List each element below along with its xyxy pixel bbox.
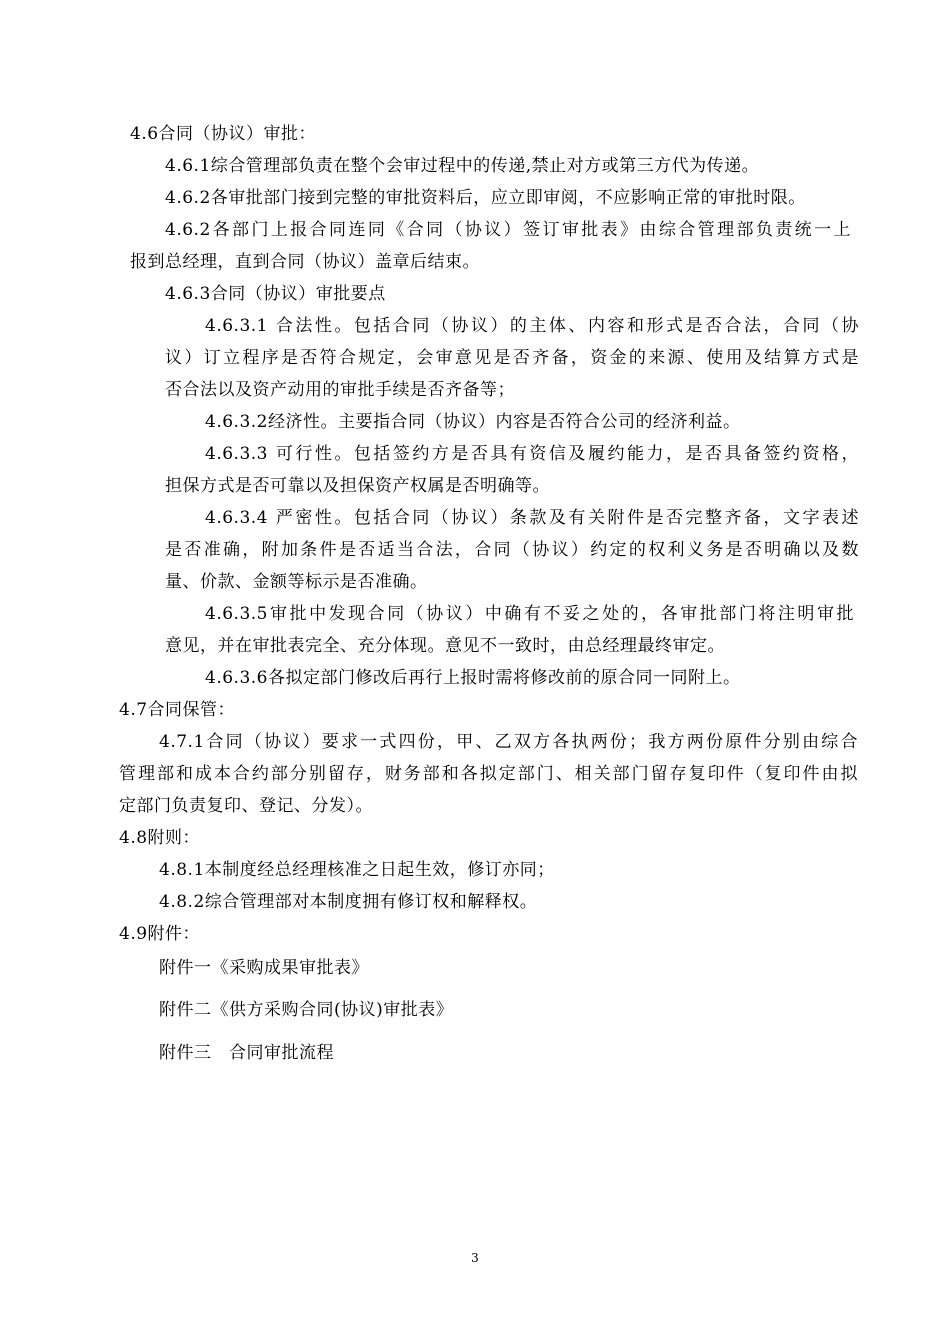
attachment-2: 附件二《供方采购合同(协议)审批表》	[159, 1000, 454, 1020]
clause-4-6-3-4-end: 量、价款、金额等标示是否准确。	[165, 572, 428, 592]
clause-4-7-1-end: 定部门负责复印、登记、分发）。	[119, 796, 373, 816]
clause-4-6-3-5-cont: 意见，并在审批表完全、充分体现。意见不一致时，由总经理最终审定。	[165, 636, 725, 656]
clause-4-6-3-3: 4.6.3.3 可行性。包括签约方是否具有资信及履约能力，是否具备签约资格，	[205, 444, 859, 464]
clause-4-6-3-3-cont: 担保方式是否可靠以及担保资产权属是否明确等。	[165, 476, 550, 496]
clause-4-6-2-b-cont: 报到总经理，直到合同（协议）盖章后结束。	[130, 252, 480, 272]
clause-4-6-3-5: 4.6.3.5审批中发现合同（协议）中确有不妥之处的，各审批部门将注明审批	[205, 604, 854, 624]
section-heading-4-9: 4.9附件：	[119, 924, 201, 944]
clause-4-6-2-a: 4.6.2各审批部门接到完整的审批资料后，应立即审阅，不应影响正常的审批时限。	[165, 188, 806, 208]
clause-4-6-3-6: 4.6.3.6各拟定部门修改后再行上报时需将修改前的原合同一同附上。	[205, 668, 741, 688]
clause-4-6-1: 4.6.1综合管理部负责在整个会审过程中的传递,禁止对方或第三方代为传递。	[165, 156, 760, 176]
clause-4-6-3: 4.6.3合同（协议）审批要点	[165, 284, 386, 304]
clause-4-8-2: 4.8.2综合管理部对本制度拥有修订权和解释权。	[159, 892, 538, 912]
section-heading-4-6: 4.6合同（协议）审批：	[130, 124, 317, 144]
clause-4-8-1: 4.8.1本制度经总经理核准之日起生效，修订亦同；	[159, 860, 555, 880]
clause-4-6-3-2: 4.6.3.2经济性。主要指合同（协议）内容是否符合公司的经济利益。	[205, 412, 741, 432]
clause-4-6-2-b: 4.6.2各部门上报合同连同《合同（协议）签订审批表》由综合管理部负责统一上	[165, 220, 851, 240]
attachment-1: 附件一《采购成果审批表》	[159, 958, 369, 978]
section-heading-4-8: 4.8附则：	[119, 828, 201, 848]
clause-4-6-3-1-cont: 议）订立程序是否符合规定，会审意见是否齐备，资金的来源、使用及结算方式是	[165, 348, 859, 368]
clause-4-7-1-cont: 管理部和成本合约部分别留存，财务部和各拟定部门、相关部门留存复印件（复印件由拟	[119, 764, 858, 784]
section-heading-4-7: 4.7合同保管：	[119, 700, 236, 720]
clause-4-6-3-4-cont: 是否准确，附加条件是否适当合法，合同（协议）约定的权利义务是否明确以及数	[165, 540, 859, 560]
clause-4-6-3-1-end: 否合法以及资产动用的审批手续是否齐备等；	[165, 380, 515, 400]
attachment-3: 附件三 合同审批流程	[159, 1043, 334, 1063]
clause-4-6-3-1: 4.6.3.1 合法性。包括合同（协议）的主体、内容和形式是否合法，合同（协	[205, 316, 859, 336]
clause-4-6-3-4: 4.6.3.4 严密性。包括合同（协议）条款及有关附件是否完整齐备，文字表述	[205, 508, 859, 528]
page-number: 3	[471, 1251, 479, 1265]
clause-4-7-1: 4.7.1合同（协议）要求一式四份，甲、乙双方各执两份；我方两份原件分别由综合	[159, 732, 858, 752]
